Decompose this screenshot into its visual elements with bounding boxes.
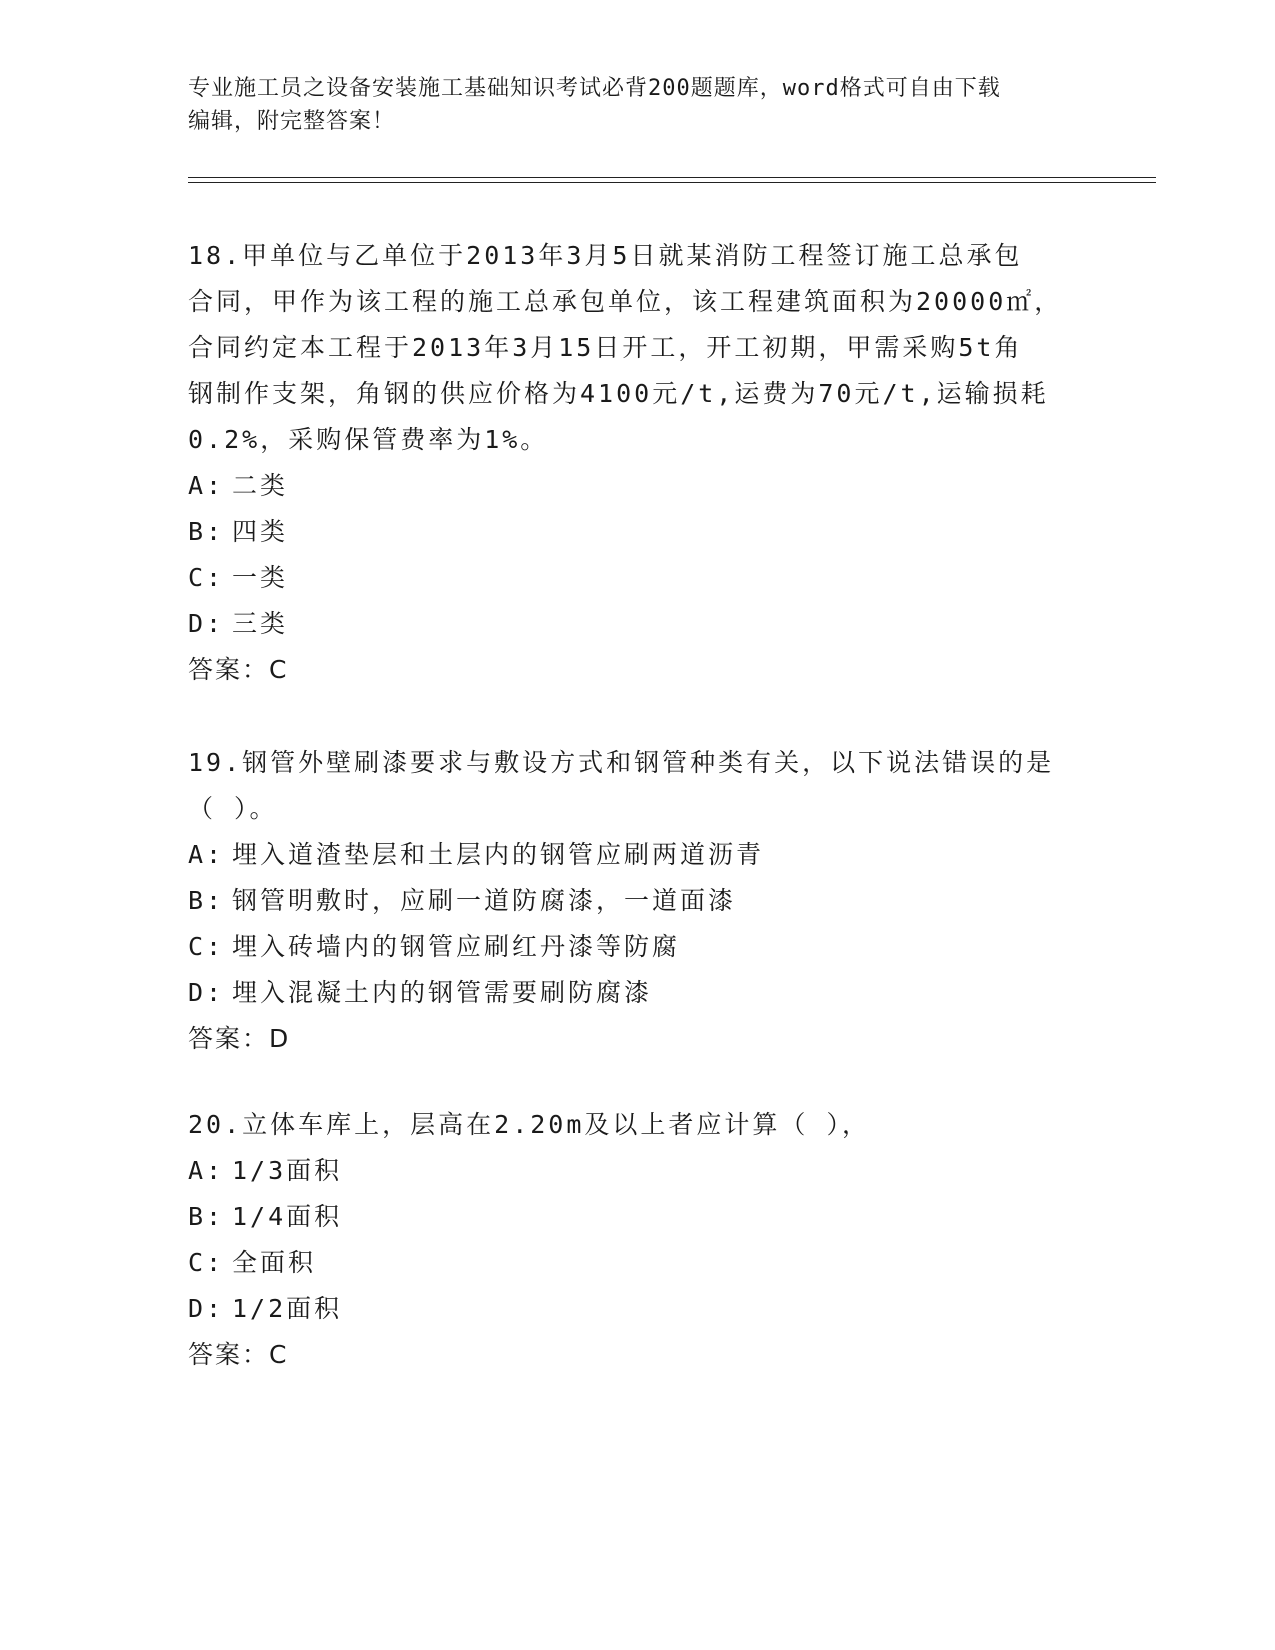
option-c xyxy=(188,555,1088,601)
option-d xyxy=(188,601,1088,647)
option-text: 四类 xyxy=(232,517,289,546)
answer: 答案：C xyxy=(188,655,289,684)
option-a xyxy=(188,832,1088,878)
header-line-2: 编辑，附完整答案！ xyxy=(188,109,396,134)
question-stem-line: 合同，甲作为该工程的施工总承包单位，该工程建筑面积为20000㎡， xyxy=(188,287,1063,316)
option-d xyxy=(188,1286,1088,1332)
option-label: B: xyxy=(188,517,225,546)
question-stem-line: （ ）。 xyxy=(188,794,278,823)
option-text: 二类 xyxy=(232,471,289,500)
option-b xyxy=(188,878,1088,924)
option-label: D: xyxy=(188,609,225,638)
option-a xyxy=(188,1148,1088,1194)
question-stem-line: 20.立体车库上，层高在2.20m及以上者应计算（ ）， xyxy=(188,1110,870,1139)
option-c xyxy=(188,924,1088,970)
option-b xyxy=(188,1194,1088,1240)
option-d xyxy=(188,970,1088,1016)
question-stem-line: 18.甲单位与乙单位于2013年3月5日就某消防工程签订施工总承包 xyxy=(188,241,1023,270)
question-stem xyxy=(188,1102,1088,1148)
question-stem-line: 19.钢管外壁刷漆要求与敷设方式和钢管种类有关，以下说法错误的是 xyxy=(188,748,1055,777)
option-label: D: xyxy=(188,978,225,1007)
answer: 答案：D xyxy=(188,1024,291,1053)
option-text: 1/3面积 xyxy=(232,1156,343,1185)
header-line-1: 专业施工员之设备安装施工基础知识考试必背200题题库，word格式可自由下载 xyxy=(188,76,1001,101)
option-label: C: xyxy=(188,932,225,961)
option-text: 钢管明敷时，应刷一道防腐漆，一道面漆 xyxy=(232,886,737,915)
question-19 xyxy=(188,740,1088,1062)
option-label: A: xyxy=(188,840,225,869)
option-text: 三类 xyxy=(232,609,289,638)
option-text: 埋入砖墙内的钢管应刷红丹漆等防腐 xyxy=(232,932,681,961)
option-label: B: xyxy=(188,886,225,915)
option-label: D: xyxy=(188,1294,225,1323)
option-label: C: xyxy=(188,1248,225,1277)
option-c xyxy=(188,1240,1088,1286)
option-label: A: xyxy=(188,1156,225,1185)
option-text: 1/4面积 xyxy=(232,1202,343,1231)
header-divider-top xyxy=(188,177,1156,178)
option-text: 埋入混凝土内的钢管需要刷防腐漆 xyxy=(232,978,653,1007)
question-stem-line: 0.2%，采购保管费率为1%。 xyxy=(188,425,549,454)
answer: 答案：C xyxy=(188,1340,289,1369)
option-text: 全面积 xyxy=(232,1248,317,1277)
header-divider-bottom xyxy=(188,182,1156,183)
option-label: B: xyxy=(188,1202,225,1231)
document-header xyxy=(188,72,1088,138)
option-b xyxy=(188,509,1088,555)
question-20 xyxy=(188,1102,1088,1378)
question-stem-line: 合同约定本工程于2013年3月15日开工，开工初期，甲需采购5t角 xyxy=(188,333,1023,362)
option-label: C: xyxy=(188,563,225,592)
question-stem-line: 钢制作支架，角钢的供应价格为4100元/t,运费为70元/t,运输损耗 xyxy=(188,379,1049,408)
option-a xyxy=(188,463,1088,509)
option-text: 1/2面积 xyxy=(232,1294,343,1323)
question-18 xyxy=(188,233,1088,693)
option-label: A: xyxy=(188,471,225,500)
question-stem xyxy=(188,740,1088,832)
option-text: 一类 xyxy=(232,563,289,592)
question-stem xyxy=(188,233,1088,463)
option-text: 埋入道渣垫层和土层内的钢管应刷两道沥青 xyxy=(232,840,765,869)
